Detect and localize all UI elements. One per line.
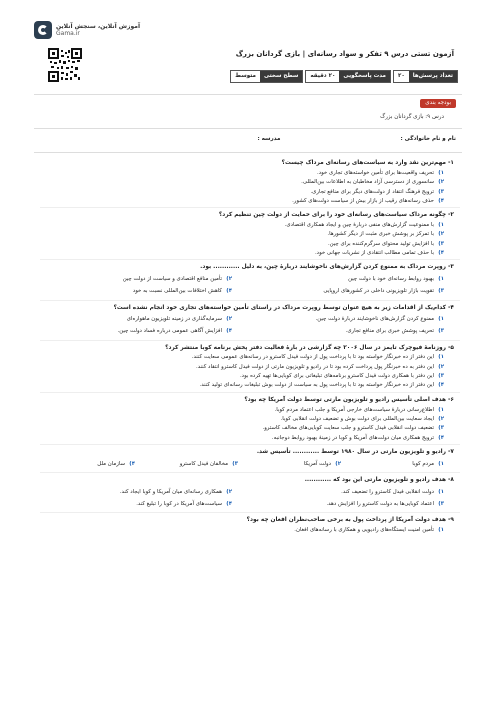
- question-text: کدام‌یک از اقدامات زیر به هیچ عنوان توسط روپرت مرداک در راستای تأمین خواسته‌های تجاری خود انجام نشده است؟: [113, 304, 446, 311]
- question-divider: [40, 259, 460, 260]
- option-text: بهبود روابط رسانه‌ای خود با دولت چین: [348, 276, 434, 283]
- option-number: ۲): [226, 489, 232, 496]
- brand-url[interactable]: Gama.ir: [56, 30, 80, 37]
- option-text: این دفتر با همکاری دولت فیدل کاسترو برنامه‌های تبلیغاتی برای کوبایی‌ها تهیه کرده بود.: [239, 373, 434, 380]
- answer-option[interactable]: [40, 416, 444, 423]
- question-number: ۴-: [448, 304, 454, 311]
- answer-option[interactable]: [252, 489, 444, 496]
- answer-option[interactable]: [40, 407, 444, 414]
- answer-option[interactable]: [40, 425, 444, 432]
- question-number: ۲-: [448, 212, 454, 219]
- option-list: [40, 354, 460, 389]
- question-stem: [40, 397, 460, 404]
- option-text: ترویج فرهنگ انتقاد از دولت‌های دیگر برای منافع تجاری.: [310, 188, 434, 195]
- option-number: ۱): [438, 316, 444, 323]
- option-number: ۴): [226, 500, 232, 507]
- question-divider: [40, 392, 460, 393]
- option-number: ۴): [226, 288, 232, 295]
- question-stem: [40, 160, 460, 167]
- question-2: [40, 212, 460, 260]
- option-number: ۴): [438, 250, 444, 257]
- answer-option[interactable]: [40, 382, 444, 389]
- question-number: ۳-: [448, 264, 454, 271]
- option-list: [40, 458, 460, 470]
- question-stem: [40, 517, 460, 524]
- option-text: ایجاد سعایت بین‌المللی برای دولت بوش و تضعیف دولت انقلابی کوبا.: [280, 416, 434, 422]
- option-text: تقویت بازار تلویزیونی داخلی در کشورهای اروپایی: [323, 288, 434, 295]
- option-number: ۳): [438, 500, 444, 507]
- answer-option[interactable]: [143, 461, 238, 468]
- answer-option[interactable]: [252, 276, 444, 283]
- exam-title: آزمون تستی درس ۹ تفکر و سواد رسانه‌ای | بازی گردانان بزرگ: [235, 50, 454, 58]
- question-5: [40, 345, 460, 393]
- option-text: تأمین منافع اقتصادی و سیاست از دولت چین: [122, 276, 222, 283]
- question-number: ۵-: [448, 344, 454, 351]
- divider: [34, 152, 462, 153]
- option-text: دولت آمریکا: [303, 460, 331, 467]
- question-stem: [40, 449, 460, 456]
- option-text: سانسوری از دسترسی آزاد مخاطبان به اطلاعات بین‌المللی.: [301, 179, 434, 186]
- brand-name: آموزش آنلاین، سنجش آنلاین: [56, 22, 141, 30]
- question-number: ۱-: [448, 160, 454, 166]
- option-number: ۳): [438, 288, 444, 295]
- answer-option[interactable]: [252, 316, 444, 323]
- answer-option[interactable]: [40, 231, 444, 238]
- question-number: ۹-: [448, 517, 454, 524]
- answer-option[interactable]: [40, 222, 444, 229]
- option-number: ۱): [438, 527, 444, 534]
- option-number: ۲): [335, 460, 341, 467]
- option-text: این دفتر از ده خبرنگار خواسته بود تا با پرداخت پول از دولت فیدل کاسترو در رسانه‌های عمومی سعایت کنند.: [191, 354, 434, 361]
- question-text: چگونه مرداک سیاست‌های رسانه‌ای خود را برای حمایت از دولت چین تنظیم کرد؟: [218, 212, 446, 219]
- question-number: ۷-: [448, 449, 454, 456]
- question-stem: [40, 305, 460, 312]
- option-number: ۱): [438, 222, 444, 229]
- option-text: با افزایش تولید محتوای سرگرم‌کننده برای چین.: [327, 240, 434, 247]
- question-stem: [40, 264, 460, 271]
- option-text: سیاست‌های آمریکا در کوبا را تبلیغ کند.: [136, 500, 222, 507]
- option-number: ۴): [438, 197, 444, 204]
- answer-option[interactable]: [252, 328, 444, 335]
- answer-option[interactable]: [246, 461, 341, 468]
- school-label: مدرسه :: [257, 136, 281, 142]
- option-text: ترویج همکاری میان دولت‌های آمریکا و کوبا در زمینهٔ بهبود روابط دوجانبه.: [271, 434, 434, 441]
- question-text: روزنامهٔ فیوچرک تایمز در سال ۲۰۰۶ چه گزارشی در بارهٔ فعالیت دفتر پخش برنامه کوبا منتشر کرد؟: [165, 344, 446, 351]
- option-number: ۱): [438, 406, 444, 413]
- option-list: [40, 314, 460, 338]
- option-number: ۲): [226, 316, 232, 323]
- answer-option[interactable]: [40, 241, 444, 248]
- question-text: هدف دولت آمریکا از پرداخت پول به برخی صاحب‌نظران افغان چه بود؟: [246, 517, 446, 524]
- question-stem: [40, 212, 460, 219]
- question-text: رادیو و تلویزیون مارتی در سال ۱۹۸۰ توسط ............ تأسیس شد.: [256, 449, 446, 456]
- answer-option[interactable]: [40, 489, 232, 496]
- answer-option[interactable]: [40, 373, 444, 380]
- option-number: ۳): [438, 328, 444, 335]
- option-number: ۱): [438, 169, 444, 176]
- answer-option[interactable]: [40, 435, 444, 442]
- option-text: مردم کوبا: [412, 460, 434, 467]
- divider: [34, 94, 462, 95]
- option-list: [40, 407, 460, 442]
- option-number: ۱): [438, 354, 444, 361]
- option-text: تحریف پوشش خبری برای منافع تجاری.: [345, 328, 434, 335]
- option-list: [40, 527, 460, 534]
- option-number: ۴): [129, 460, 135, 467]
- question-3: [40, 264, 460, 300]
- gama-logo-icon: [34, 21, 52, 39]
- option-number: ۱): [438, 489, 444, 496]
- option-text: کاهش اختلافات بین‌المللی نسبت به خود: [132, 288, 222, 295]
- question-stem: [40, 345, 460, 352]
- answer-option[interactable]: [40, 198, 444, 205]
- answer-option[interactable]: [40, 276, 232, 283]
- answer-option[interactable]: [40, 354, 444, 361]
- question-1: [40, 160, 460, 208]
- option-list: [40, 274, 460, 298]
- question-divider: [40, 512, 460, 513]
- answer-option[interactable]: [40, 364, 444, 371]
- badge-question-count: تعداد پرسش‌ها ۲۰: [393, 70, 458, 83]
- option-text: اطلاع‌رسانی دربارهٔ سیاست‌های خارجی آمریکا و جلب اعتماد مردم کوبا.: [274, 406, 434, 413]
- option-number: ۳): [232, 460, 238, 467]
- option-text: دولت انقلابی فیدل کاسترو را تضعیف کند.: [341, 489, 434, 496]
- badge-difficulty: سطح سختی متوسط: [230, 70, 303, 83]
- question-stem: [40, 477, 460, 484]
- option-text: با ممنوعیت گزارش‌های منفی دربارهٔ چین و ایجاد همکاری اقتصادی.: [284, 222, 434, 229]
- exam-header: [90, 50, 458, 90]
- option-number: ۳): [438, 373, 444, 380]
- option-text: تضعیف دولت انقلابی فیدل کاسترو و جلب سعایت کوبایی‌های مخالف کاسترو.: [262, 425, 434, 432]
- name-label: نام و نام خانوادگی :: [400, 136, 456, 142]
- question-text: هدف رادیو و تلویزیون مارتی این بود که ............: [304, 477, 446, 484]
- option-list: [40, 170, 460, 205]
- option-text: با حذف تمامی مطالب انتقادی از نشریات جهانی خود.: [314, 250, 434, 257]
- option-text: این دفتر از ده خبرنگار خواسته بود تا با پرداخت پول به سیاست از دولت بوش تبلیغات رسانه‌ای تولید کنند.: [199, 382, 434, 389]
- question-text: مهم‌ترین نقد وارد به سیاست‌های رسانه‌ای مرداک چیست؟: [281, 160, 446, 166]
- answer-option[interactable]: [40, 288, 232, 295]
- answer-option[interactable]: [40, 250, 444, 257]
- option-number: ۲): [438, 416, 444, 422]
- answer-option[interactable]: [40, 461, 135, 468]
- option-number: ۲): [226, 276, 232, 283]
- option-number: ۴): [226, 328, 232, 335]
- option-text: همکاری رسانه‌ای میان آمریکا و کوبا ایجاد کند.: [119, 489, 222, 496]
- option-text: با تمرکز بر پوشش خبری مثبت از دیگر کشورها.: [327, 231, 434, 238]
- option-number: ۱): [438, 276, 444, 283]
- question-text: هدف اصلی تأسیس رادیو و تلویزیون مارتی توسط دولت آمریکا چه بود؟: [244, 396, 446, 403]
- option-text: سازمان ملل: [97, 460, 125, 467]
- option-text: این دفتر به ده خبرنگار پول پرداخت کرده بود تا در رادیو و تلویزیون مارتی از دولت فیدل کاسترو انتقاد کنند.: [195, 363, 434, 370]
- question-list: [40, 160, 460, 538]
- question-4: [40, 305, 460, 341]
- question-divider: [40, 300, 460, 301]
- question-8: [40, 477, 460, 513]
- question-divider: [40, 472, 460, 473]
- divider: [34, 128, 462, 129]
- qr-code-icon: [48, 48, 82, 82]
- option-text: تحریف واقعیت‌ها برای تأمین خواسته‌های تجاری خود.: [317, 169, 434, 176]
- answer-option[interactable]: [40, 328, 232, 335]
- topic-line: درس ۹: بازی گردانان بزرگ: [380, 114, 444, 120]
- question-text: روپرت مرداک به ممنوع کردن گزارش‌های ناخوشایند دربارهٔ چین، به دلیل ............ بود.: [200, 264, 446, 271]
- option-text: افزایش آگاهی عمومی درباره فساد دولت چین.: [117, 328, 222, 335]
- answer-option[interactable]: [40, 189, 444, 196]
- answer-option[interactable]: [40, 501, 232, 508]
- option-list: [40, 486, 460, 510]
- option-number: ۱): [438, 460, 444, 467]
- option-text: حذف رسانه‌های رقیب از بازار بیش از سیاست دولت‌های کشور.: [292, 197, 434, 204]
- option-text: اعتماد کوبایی‌ها به دولت کاسترو را افزایش دهد.: [326, 500, 434, 507]
- option-number: ۳): [438, 425, 444, 432]
- badge-duration: مدت پاسخگویی ۲۰ دقیقه: [305, 70, 391, 83]
- answer-option[interactable]: [349, 461, 444, 468]
- option-list: [40, 222, 460, 257]
- question-divider: [40, 444, 460, 445]
- option-number: ۲): [438, 179, 444, 186]
- exam-badges: [230, 70, 458, 83]
- answer-option[interactable]: [252, 288, 444, 295]
- question-6: [40, 397, 460, 445]
- topic-tag: بودجه بندی: [420, 99, 456, 108]
- student-info-row: [40, 136, 456, 148]
- option-text: مخالفان فیدل کاسترو: [179, 460, 228, 467]
- answer-option[interactable]: [40, 170, 444, 177]
- option-number: ۲): [438, 363, 444, 370]
- question-number: ۸-: [448, 477, 454, 484]
- question-7: [40, 449, 460, 473]
- question-divider: [40, 207, 460, 208]
- answer-option[interactable]: [40, 316, 232, 323]
- option-number: ۲): [438, 231, 444, 238]
- brand[interactable]: [34, 18, 194, 42]
- option-number: ۴): [438, 434, 444, 441]
- option-text: ممنوع کردن گزارش‌های ناخوشایند دربارهٔ دولت چین.: [315, 316, 434, 323]
- question-number: ۶-: [448, 396, 454, 403]
- question-divider: [40, 340, 460, 341]
- answer-option[interactable]: [40, 179, 444, 186]
- option-number: ۳): [438, 240, 444, 247]
- answer-option[interactable]: [252, 501, 444, 508]
- question-9: [40, 517, 460, 534]
- option-number: ۴): [438, 382, 444, 389]
- option-text: تأمین امنیت ایستگاه‌های رادیویی و همکاری با رسانه‌های افغان.: [294, 527, 434, 534]
- option-number: ۳): [438, 188, 444, 195]
- answer-option[interactable]: [40, 527, 444, 534]
- option-text: سرمایه‌گذاری در زمینه تلویزیون ماهواره‌ای: [126, 316, 222, 323]
